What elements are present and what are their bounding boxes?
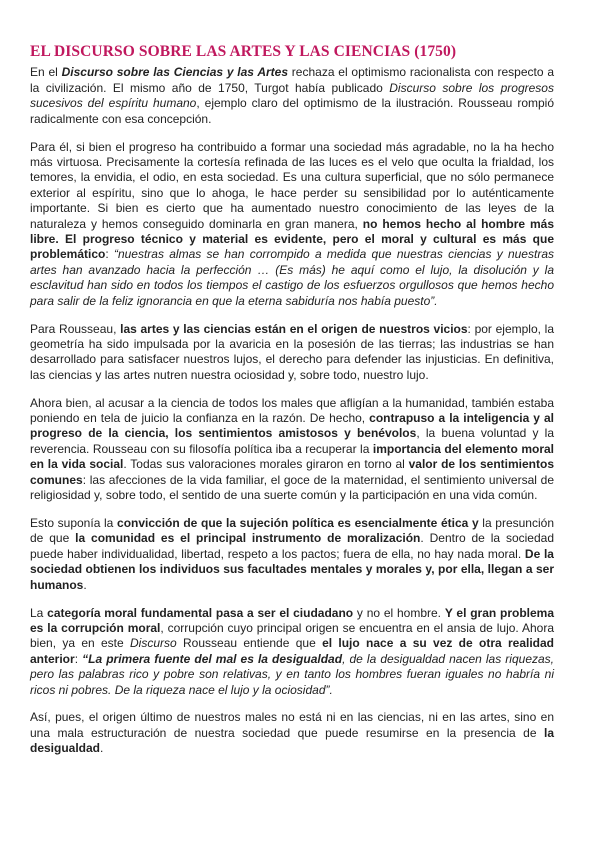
- text-run: y no el hombre.: [353, 605, 445, 620]
- paragraph-progress: [30, 140, 554, 309]
- bold-emphasis: la desigualdad: [30, 725, 554, 756]
- text-run: En el: [30, 65, 62, 80]
- paragraph-conclusion: [30, 710, 554, 756]
- bold-emphasis: convicción de que la sujeción política es esencialmente ética y: [117, 515, 479, 530]
- bold-emphasis: no hemos hecho al hombre más libre. El progreso técnico y material es evidente, pero el moral y cultural es más que problemático: [30, 216, 554, 262]
- text-run: :: [105, 247, 114, 262]
- bold-emphasis: valor de los sentimientos comunes: [30, 457, 554, 487]
- text-run: .: [83, 577, 87, 592]
- text-run: la presunción de que: [30, 515, 554, 546]
- quote-italic: “nuestras almas se han corrompido a medida que nuestras ciencias y nuestras artes han avanzado hacia la perfección … (Es más) he aquí como el lujo, la disolución y la esclavitud han sido en todos los tiempos el castigo de los esfuerzos orgullosos que hemos hecho para salir de la feliz ignorancia en que la eterna sabiduría nos había puesto”.: [30, 247, 554, 308]
- bold-emphasis: De la sociedad obtienen los individuos sus facultades mentales y morales y, por ella, llegan a ser humanos: [30, 546, 554, 592]
- text-run: Para él, si bien el progreso ha contribuido a formar una sociedad más agradable, no la ha hecho más virtuosa. Precisamente la cortesía refinada de las luces es el velo que oculta la frialdad, los temores, la envidia, el odio, en esta sociedad. Es una cultura superficial, que no sólo permanece exterior al espíritu, sino que lo ahoga, le hace perder su sensibilidad por lo auténticamente importante. Si bien es cierto que ha aumentado nuestro conocimiento de las leyes de la naturaleza y hemos conseguido dominarla en gran manera,: [30, 139, 554, 231]
- text-run: , corrupción cuyo principal origen se encuentra en el ansia de lujo. Ahora bien, ya en este: [30, 620, 554, 651]
- section-title: EL DISCURSO SOBRE LAS ARTES Y LAS CIENCIAS (1750): [30, 43, 457, 60]
- text-run: , la buena voluntad y la reverencia. Rousseau con su filosofía política iba a recuperar la: [30, 426, 555, 456]
- text-run: Así, pues, el origen último de nuestros males no está ni en las ciencias, ni en las artes, sino en una mala estructuración de nuestra sociedad que puede resumirse en la presencia de: [30, 710, 554, 740]
- paragraph-sentiments: [30, 396, 554, 504]
- bold-emphasis: la comunidad es el principal instrumento de moralización: [75, 531, 421, 546]
- bold-emphasis: Y el gran problema es la corrupción moral: [30, 605, 555, 635]
- bold-emphasis: importancia del elemento moral en la vida social: [30, 441, 554, 472]
- text-run: Rousseau entiende que: [176, 636, 323, 651]
- bold-emphasis: las artes y las ciencias están en el origen de nuestros vicios: [120, 321, 468, 336]
- work-title-italic: Discurso: [130, 636, 177, 651]
- bold-emphasis: el lujo nace a su vez de otra realidad anterior: [30, 636, 555, 666]
- paragraph-intro: [30, 65, 554, 127]
- work-title-emphasis: Discurso sobre las Ciencias y las Artes: [61, 65, 289, 80]
- text-run: . Todas sus valoraciones morales giraron en torno al: [123, 457, 409, 472]
- text-run: .: [100, 741, 104, 756]
- text-run: , ejemplo claro del optimismo de la ilustración. Rousseau rompió radicalmente con esa concepción.: [30, 96, 554, 126]
- text-run: Ahora bien, al acusar a la ciencia de todos los males que afligían a la humanidad, también estaba poniendo en tela de juicio la confianza en la razón. De hecho,: [30, 395, 554, 426]
- quote-italic: , de la desigualdad nacen las riquezas, pero las palabras rico y pobre son relativas, y en tanto los hombres fueran iguales no habría ni ricos ni pobres. De la riqueza nace el lujo y la ociosidad”.: [30, 651, 554, 697]
- work-title-italic: Discurso sobre los progresos sucesivos del espíritu humano: [30, 80, 554, 111]
- text-run: : por ejemplo, la geometría ha sido impulsada por la avaricia en la posesión de las tierras; las industrias se han desarrollado para satisfacer nuestros lujos, el derecho para defender las injusticias. En definitiva, las ciencias y las artes nutren nuestra ociosidad y, sobre todo, nuestro lujo.: [30, 321, 554, 382]
- text-run: La: [30, 605, 48, 620]
- text-run: rechaza el optimismo racionalista con respecto a la civilización. El mismo año de 1750, Turgot había publicado: [30, 65, 555, 95]
- paragraph-citizen: [30, 606, 554, 698]
- document-page: [30, 44, 554, 769]
- paragraph-vices: [30, 322, 554, 384]
- quote-bold-italic: “La primera fuente del mal es la desigualdad: [82, 651, 343, 666]
- text-run: : las afecciones de la vida familiar, el goce de la maternidad, el sentimiento universal de religiosidad y, sobre todo, el sentido de una suerte común y la participación en una vida común.: [30, 472, 554, 503]
- text-run: Esto suponía la: [30, 515, 118, 530]
- text-run: Para Rousseau,: [30, 321, 121, 336]
- paragraph-community: [30, 516, 554, 593]
- text-run: . Dentro de la sociedad puede haber individualidad, libertad, respeto a los pactos; fuera de ella, no hay nada moral.: [30, 531, 554, 561]
- bold-emphasis: categoría moral fundamental pasa a ser el ciudadano: [47, 605, 354, 620]
- bold-emphasis: contrapuso a la inteligencia y al progreso de la ciencia, los sentimientos amistosos y benévolos: [30, 411, 555, 441]
- text-run: :: [74, 651, 83, 666]
